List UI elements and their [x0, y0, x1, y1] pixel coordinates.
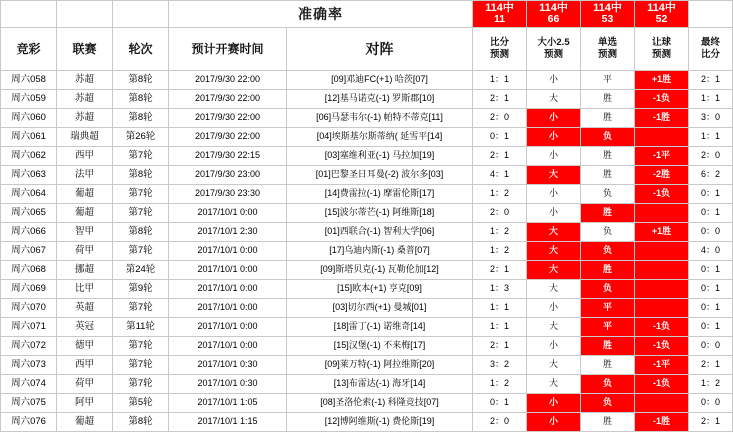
accuracy-label-4: 114中: [647, 2, 676, 15]
cell-score-prediction: 2：1: [473, 337, 527, 356]
cell-final-score: 2：1: [689, 413, 733, 432]
cell-score-prediction: 1：2: [473, 242, 527, 261]
cell-round: 第7轮: [113, 299, 169, 318]
accuracy-strip: [1, 1, 733, 28]
header-single-prediction: [581, 28, 635, 71]
cell-single-prediction: 负: [581, 242, 635, 261]
cell-final-score: 0：1: [689, 280, 733, 299]
cell-round: 第8轮: [113, 413, 169, 432]
cell-score-prediction: 1：2: [473, 223, 527, 242]
cell-overunder-prediction: 大: [527, 280, 581, 299]
cell-league: 苏超: [57, 90, 113, 109]
cell-overunder-prediction: 小: [527, 71, 581, 90]
cell-match: [08]圣洛伦索(-1) 科隆竞技[07]: [287, 394, 473, 413]
cell-match: [12]基马诺克(-1) 罗斯郡[10]: [287, 90, 473, 109]
table-body: [1, 71, 733, 432]
cell-overunder-prediction: 大: [527, 261, 581, 280]
cell-handicap-prediction: -1负: [635, 318, 689, 337]
table-row: [1, 90, 733, 109]
cell-round: 第7轮: [113, 375, 169, 394]
cell-time: 2017/9/30 22:15: [169, 147, 287, 166]
cell-score-prediction: 0：1: [473, 394, 527, 413]
cell-match: [17]乌迪内斯(-1) 桑普[07]: [287, 242, 473, 261]
cell-single-prediction: 胜: [581, 109, 635, 128]
cell-round: 第7轮: [113, 185, 169, 204]
cell-date: 周六071: [1, 318, 57, 337]
accuracy-label-2: 114中: [539, 2, 568, 15]
cell-final-score: 0：1: [689, 185, 733, 204]
blank-cell: [1, 1, 57, 28]
header-score-prediction: [473, 28, 527, 71]
cell-handicap-prediction: -1负: [635, 375, 689, 394]
table-row: [1, 109, 733, 128]
accuracy-value-3: 53: [601, 13, 614, 26]
cell-date: 周六072: [1, 337, 57, 356]
table-row: [1, 356, 733, 375]
cell-league: 葡超: [57, 204, 113, 223]
cell-single-prediction: 负: [581, 280, 635, 299]
cell-time: 2017/10/1 0:00: [169, 280, 287, 299]
cell-handicap-prediction: [635, 261, 689, 280]
table-row: [1, 394, 733, 413]
accuracy-value-4: 52: [655, 13, 668, 26]
cell-league: 法甲: [57, 166, 113, 185]
blank-cell: [689, 1, 733, 28]
cell-final-score: 6：2: [689, 166, 733, 185]
cell-league: 西甲: [57, 356, 113, 375]
cell-match: [01]西联合(-1) 智利大学[06]: [287, 223, 473, 242]
cell-overunder-prediction: 小: [527, 337, 581, 356]
cell-league: 英超: [57, 299, 113, 318]
cell-date: 周六075: [1, 394, 57, 413]
cell-match: [15]欧本(+1) 亨克[09]: [287, 280, 473, 299]
cell-handicap-prediction: [635, 242, 689, 261]
cell-single-prediction: 负: [581, 223, 635, 242]
cell-score-prediction: 1：1: [473, 71, 527, 90]
cell-date: 周六076: [1, 413, 57, 432]
table-row: [1, 166, 733, 185]
cell-score-prediction: 1：3: [473, 280, 527, 299]
header-score-prediction-line1: 比分: [489, 37, 509, 49]
cell-overunder-prediction: 小: [527, 299, 581, 318]
cell-round: 第8轮: [113, 166, 169, 185]
cell-single-prediction: 负: [581, 185, 635, 204]
cell-date: 周六073: [1, 356, 57, 375]
cell-final-score: 0：1: [689, 204, 733, 223]
cell-date: 周六069: [1, 280, 57, 299]
cell-handicap-prediction: -1负: [635, 337, 689, 356]
cell-overunder-prediction: 小: [527, 394, 581, 413]
cell-overunder-prediction: 小: [527, 413, 581, 432]
cell-league: 英冠: [57, 318, 113, 337]
cell-time: 2017/10/1 1:05: [169, 394, 287, 413]
cell-handicap-prediction: -1平: [635, 147, 689, 166]
cell-final-score: 1：1: [689, 90, 733, 109]
cell-overunder-prediction: 大: [527, 375, 581, 394]
cell-final-score: 0：1: [689, 261, 733, 280]
header-overunder-prediction: [527, 28, 581, 71]
table-row: [1, 261, 733, 280]
cell-league: 瑞典超: [57, 128, 113, 147]
cell-final-score: 1：1: [689, 128, 733, 147]
cell-final-score: 2：0: [689, 147, 733, 166]
cell-handicap-prediction: +1胜: [635, 223, 689, 242]
cell-league: 智甲: [57, 223, 113, 242]
cell-overunder-prediction: 小: [527, 204, 581, 223]
cell-round: 第7轮: [113, 242, 169, 261]
cell-score-prediction: 2：0: [473, 413, 527, 432]
cell-single-prediction: 平: [581, 71, 635, 90]
cell-match: [18]雷丁(-1) 诺维奇[14]: [287, 318, 473, 337]
cell-final-score: 4：0: [689, 242, 733, 261]
header-overunder-line2: 预测: [543, 49, 563, 60]
table-row: [1, 318, 733, 337]
cell-time: 2017/10/1 0:00: [169, 204, 287, 223]
cell-overunder-prediction: 小: [527, 109, 581, 128]
cell-time: 2017/10/1 0:00: [169, 242, 287, 261]
cell-match: [15]汉堡(-1) 不来梅[17]: [287, 337, 473, 356]
cell-match: [09]莱万特(-1) 阿拉维斯[20]: [287, 356, 473, 375]
cell-time: 2017/10/1 1:15: [169, 413, 287, 432]
cell-single-prediction: 胜: [581, 147, 635, 166]
cell-score-prediction: 2：0: [473, 109, 527, 128]
cell-match: [09]邓迪FC(+1) 哈茨[07]: [287, 71, 473, 90]
cell-date: 周六074: [1, 375, 57, 394]
cell-score-prediction: 1：2: [473, 375, 527, 394]
cell-time: 2017/10/1 0:30: [169, 375, 287, 394]
cell-overunder-prediction: 大: [527, 356, 581, 375]
table-header-row: [1, 28, 733, 71]
cell-date: 周六064: [1, 185, 57, 204]
table-row: [1, 413, 733, 432]
cell-round: 第5轮: [113, 394, 169, 413]
cell-date: 周六061: [1, 128, 57, 147]
table-row: [1, 71, 733, 90]
blank-cell: [57, 1, 113, 28]
cell-round: 第8轮: [113, 71, 169, 90]
header-final-line1: 最终: [700, 37, 720, 49]
cell-handicap-prediction: -1负: [635, 185, 689, 204]
cell-time: 2017/9/30 22:00: [169, 90, 287, 109]
cell-overunder-prediction: 大: [527, 166, 581, 185]
header-score-prediction-line2: 预测: [489, 49, 509, 60]
cell-round: 第8轮: [113, 109, 169, 128]
cell-time: 2017/9/30 23:00: [169, 166, 287, 185]
cell-score-prediction: 2：0: [473, 204, 527, 223]
header-overunder-line1: 大小2.5: [537, 37, 570, 49]
table-row: [1, 375, 733, 394]
cell-league: 阿甲: [57, 394, 113, 413]
cell-handicap-prediction: [635, 299, 689, 318]
cell-date: 周六063: [1, 166, 57, 185]
cell-time: 2017/9/30 22:00: [169, 128, 287, 147]
cell-round: 第9轮: [113, 280, 169, 299]
accuracy-label-3: 114中: [593, 2, 622, 15]
cell-time: 2017/10/1 0:00: [169, 299, 287, 318]
cell-overunder-prediction: 大: [527, 318, 581, 337]
cell-time: 2017/9/30 23:30: [169, 185, 287, 204]
cell-date: 周六059: [1, 90, 57, 109]
header-round: 轮次: [113, 28, 169, 71]
cell-final-score: 0：1: [689, 299, 733, 318]
cell-single-prediction: 胜: [581, 413, 635, 432]
cell-final-score: 0：0: [689, 394, 733, 413]
cell-league: 苏超: [57, 109, 113, 128]
cell-match: [15]波尔蒂芒(-1) 阿维斯[18]: [287, 204, 473, 223]
header-handicap-prediction: [635, 28, 689, 71]
accuracy-badge-1: [473, 1, 527, 28]
blank-cell: [113, 1, 169, 28]
cell-score-prediction: 1：1: [473, 299, 527, 318]
header-league: 联赛: [57, 28, 113, 71]
header-final-line2: 比分: [700, 49, 720, 60]
cell-final-score: 1：2: [689, 375, 733, 394]
cell-final-score: 0：0: [689, 337, 733, 356]
table-row: [1, 204, 733, 223]
cell-overunder-prediction: 小: [527, 147, 581, 166]
cell-final-score: 0：1: [689, 318, 733, 337]
accuracy-badge-3: [581, 1, 635, 28]
cell-time: 2017/10/1 2:30: [169, 223, 287, 242]
cell-match: [13]布雷达(-1) 海牙[14]: [287, 375, 473, 394]
accuracy-badge-4: [635, 1, 689, 28]
cell-handicap-prediction: +1胜: [635, 71, 689, 90]
table-row: [1, 299, 733, 318]
cell-score-prediction: 4：1: [473, 166, 527, 185]
table-row: [1, 147, 733, 166]
accuracy-value-1: 11: [493, 13, 506, 26]
header-date: 竞彩: [1, 28, 57, 71]
cell-date: 周六070: [1, 299, 57, 318]
cell-match: [01]巴黎圣日耳曼(-2) 波尔多[03]: [287, 166, 473, 185]
cell-time: 2017/10/1 0:00: [169, 337, 287, 356]
cell-single-prediction: 负: [581, 375, 635, 394]
cell-final-score: 0：0: [689, 223, 733, 242]
cell-score-prediction: 2：1: [473, 90, 527, 109]
cell-final-score: 3：0: [689, 109, 733, 128]
cell-round: 第7轮: [113, 356, 169, 375]
cell-time: 2017/10/1 0:30: [169, 356, 287, 375]
table-row: [1, 185, 733, 204]
header-handicap-line2: 预测: [651, 49, 671, 60]
cell-handicap-prediction: [635, 204, 689, 223]
cell-league: 西甲: [57, 147, 113, 166]
cell-handicap-prediction: -1负: [635, 90, 689, 109]
cell-handicap-prediction: [635, 280, 689, 299]
cell-date: 周六058: [1, 71, 57, 90]
cell-date: 周六065: [1, 204, 57, 223]
cell-time: 2017/10/1 0:00: [169, 261, 287, 280]
cell-round: 第7轮: [113, 204, 169, 223]
header-handicap-line1: 让球: [651, 37, 671, 49]
cell-single-prediction: 胜: [581, 90, 635, 109]
accuracy-label-1: 114中: [485, 2, 514, 15]
cell-time: 2017/9/30 22:00: [169, 109, 287, 128]
cell-handicap-prediction: -2胜: [635, 166, 689, 185]
cell-league: 挪超: [57, 261, 113, 280]
header-single-line1: 单选: [597, 37, 617, 49]
cell-match: [12]博阿维斯(-1) 费伦斯[19]: [287, 413, 473, 432]
header-single-line2: 预测: [597, 49, 617, 60]
cell-single-prediction: 负: [581, 394, 635, 413]
cell-date: 周六062: [1, 147, 57, 166]
cell-round: 第8轮: [113, 223, 169, 242]
cell-match: [03]塞维利亚(-1) 马拉加[19]: [287, 147, 473, 166]
cell-round: 第7轮: [113, 147, 169, 166]
cell-match: [03]切尔西(+1) 曼城[01]: [287, 299, 473, 318]
cell-date: 周六068: [1, 261, 57, 280]
cell-score-prediction: 2：1: [473, 261, 527, 280]
table-row: [1, 223, 733, 242]
cell-league: 德甲: [57, 337, 113, 356]
cell-league: 荷甲: [57, 375, 113, 394]
cell-single-prediction: 胜: [581, 356, 635, 375]
cell-date: 周六067: [1, 242, 57, 261]
cell-score-prediction: 2：1: [473, 147, 527, 166]
cell-round: 第7轮: [113, 337, 169, 356]
cell-date: 周六060: [1, 109, 57, 128]
accuracy-value-2: 66: [547, 13, 560, 26]
cell-score-prediction: 1：1: [473, 318, 527, 337]
cell-overunder-prediction: 小: [527, 128, 581, 147]
cell-date: 周六066: [1, 223, 57, 242]
cell-single-prediction: 胜: [581, 337, 635, 356]
cell-overunder-prediction: 小: [527, 185, 581, 204]
cell-score-prediction: 0：1: [473, 128, 527, 147]
table-row: [1, 128, 733, 147]
cell-score-prediction: 1：2: [473, 185, 527, 204]
cell-overunder-prediction: 大: [527, 223, 581, 242]
cell-time: 2017/10/1 0:00: [169, 318, 287, 337]
cell-match: [04]埃斯基尔斯蒂纳( 延雪平[14]: [287, 128, 473, 147]
cell-single-prediction: 胜: [581, 166, 635, 185]
cell-league: 葡超: [57, 185, 113, 204]
cell-overunder-prediction: 大: [527, 90, 581, 109]
cell-handicap-prediction: -1平: [635, 356, 689, 375]
cell-handicap-prediction: [635, 128, 689, 147]
cell-single-prediction: 平: [581, 299, 635, 318]
accuracy-badge-2: [527, 1, 581, 28]
cell-match: [09]斯塔贝克(-1) 瓦勒伦加[12]: [287, 261, 473, 280]
cell-round: 第8轮: [113, 90, 169, 109]
table-row: [1, 337, 733, 356]
cell-final-score: 2：1: [689, 356, 733, 375]
cell-single-prediction: 胜: [581, 261, 635, 280]
cell-final-score: 2：1: [689, 71, 733, 90]
table-row: [1, 242, 733, 261]
cell-match: [14]费雷拉(-1) 摩雷伦斯[17]: [287, 185, 473, 204]
cell-round: 第24轮: [113, 261, 169, 280]
cell-league: 苏超: [57, 71, 113, 90]
table-row: [1, 280, 733, 299]
header-time: 预计开赛时间: [169, 28, 287, 71]
cell-league: 比甲: [57, 280, 113, 299]
header-match: 对阵: [287, 28, 473, 71]
page-title: 准确率: [169, 1, 473, 28]
cell-handicap-prediction: -1胜: [635, 413, 689, 432]
cell-round: 第11轮: [113, 318, 169, 337]
cell-handicap-prediction: [635, 394, 689, 413]
cell-single-prediction: 负: [581, 128, 635, 147]
cell-single-prediction: 平: [581, 318, 635, 337]
cell-league: 荷甲: [57, 242, 113, 261]
cell-handicap-prediction: -1胜: [635, 109, 689, 128]
header-final-score: [689, 28, 733, 71]
cell-single-prediction: 胜: [581, 204, 635, 223]
cell-time: 2017/9/30 22:00: [169, 71, 287, 90]
cell-league: 葡超: [57, 413, 113, 432]
cell-overunder-prediction: 大: [527, 242, 581, 261]
cell-round: 第26轮: [113, 128, 169, 147]
cell-match: [06]马瑟韦尔(-1) 帕特不蒂克[11]: [287, 109, 473, 128]
cell-score-prediction: 3：2: [473, 356, 527, 375]
